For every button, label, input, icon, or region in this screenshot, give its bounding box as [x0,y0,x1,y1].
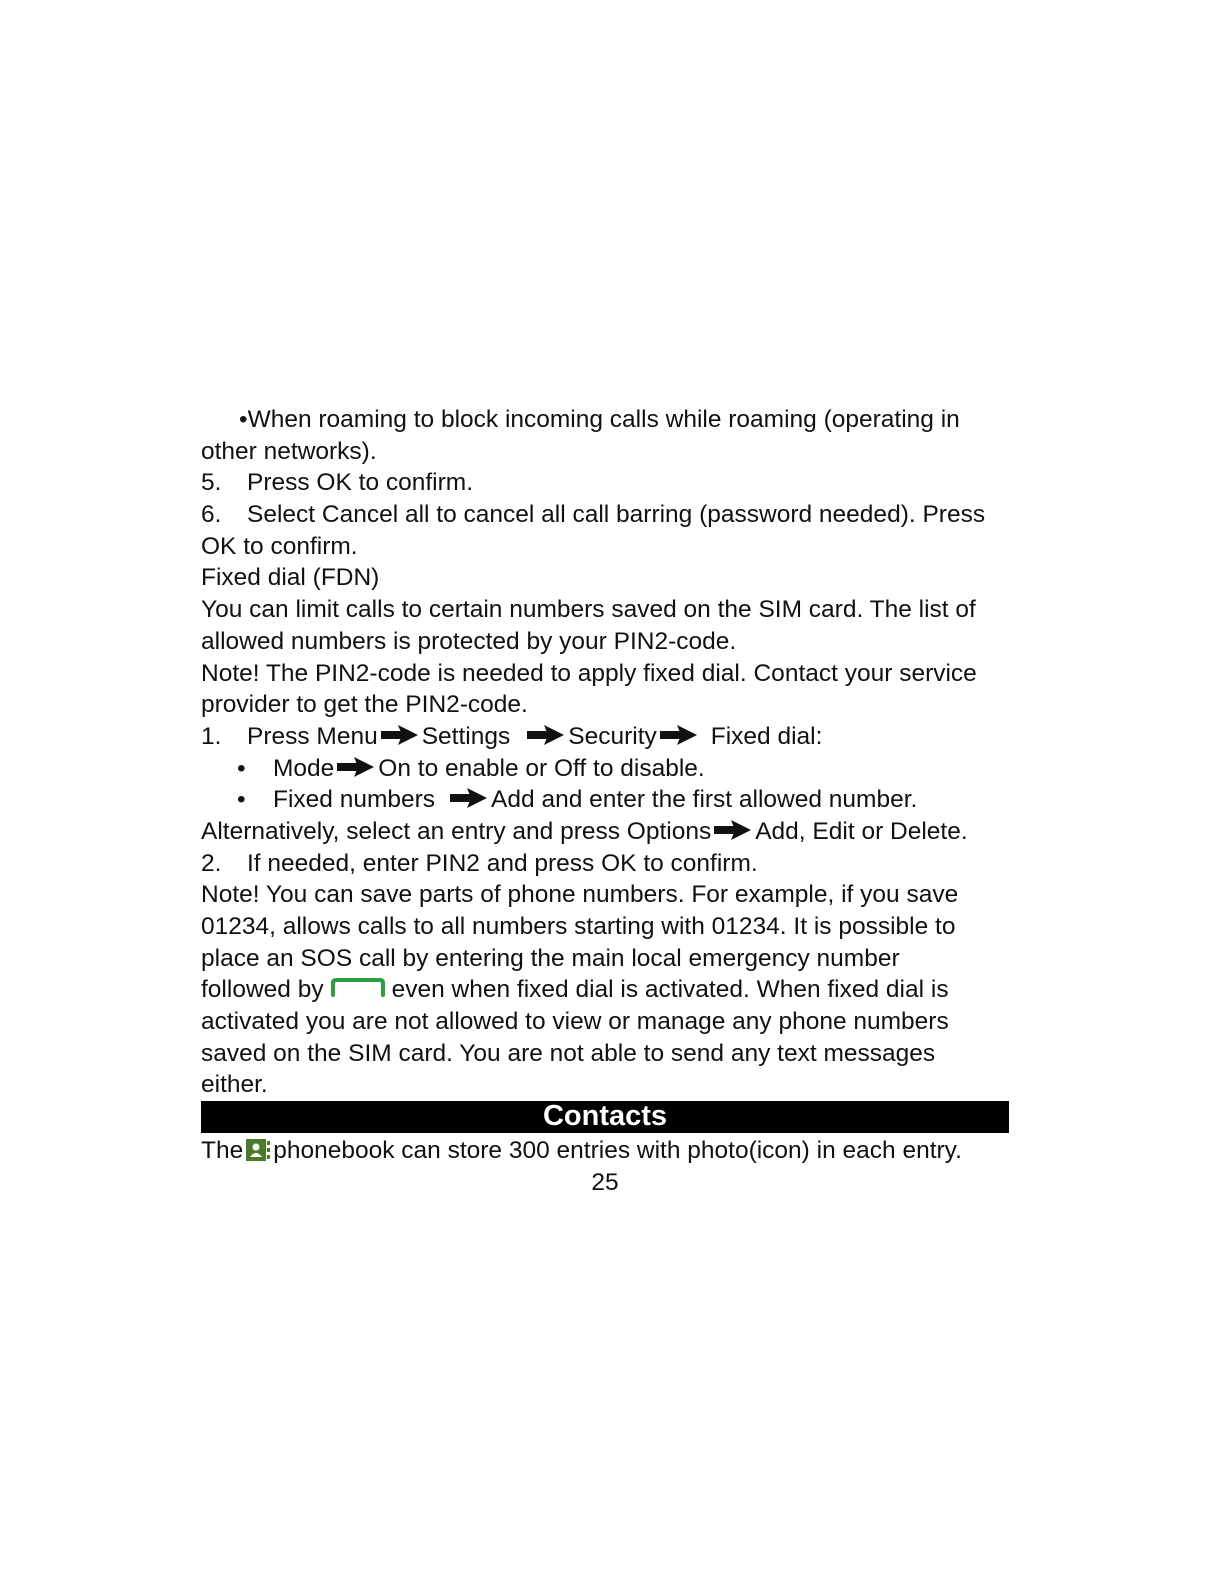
roaming-bullet-line: •When roaming to block incoming calls while roaming (operating in [239,406,960,433]
menu-path-fixed-dial: Fixed dial: [710,722,823,750]
note-text: even when fixed dial is activated. When fixed dial is [391,976,949,1004]
right-arrow-icon [526,724,566,746]
note-line-1: Note! You can save parts of phone numbers. For example, if you save [201,881,959,909]
mode-label: Mode [273,754,335,782]
call-key-icon [330,976,386,998]
fdn-heading: Fixed dial (FDN) [201,564,380,592]
step-6 [201,499,1009,531]
mode-bullet [201,753,1009,785]
manual-page-body [201,404,1009,1199]
note-line-6: saved on the SIM card. You are not able to send any text messages [201,1039,936,1067]
fdn-step-1 [201,721,1009,753]
note-line-3: place an SOS call by entering the main local emergency number [201,944,900,972]
right-arrow-icon [713,819,753,841]
contacts-text: phonebook can store 300 entries with photo(icon) in each entry. [273,1137,962,1165]
menu-path-settings: Settings [421,722,511,750]
contacts-intro-line [201,1135,1009,1167]
roaming-bullet-continuation: other networks). [201,437,377,465]
fdn-note-line-2: provider to get the PIN2-code. [201,691,528,719]
step-number: 6. [201,501,222,529]
fdn-step-2 [201,848,1009,880]
fdn-note-line-1: Note! The PIN2-code is needed to apply fixed dial. Contact your service [201,659,977,687]
right-arrow-icon [449,787,489,809]
alternatively-options: Add, Edit or Delete. [755,817,968,845]
alternatively-text: Alternatively, select an entry and press Options [201,817,712,845]
step-text: Select Cancel all to cancel all call barring (password needed). Press [247,501,986,529]
contacts-text: The [201,1137,244,1165]
menu-path-menu: Press Menu [247,722,378,750]
fixed-numbers-text: Add and enter the first allowed number. [491,786,918,814]
right-arrow-icon [380,724,420,746]
step-number: 1. [201,722,222,750]
right-arrow-icon [336,756,376,778]
note-line-4 [201,974,1009,1006]
step-text: If needed, enter PIN2 and press OK to confirm. [247,849,758,877]
mode-text: On to enable or Off to disable. [378,754,705,782]
right-arrow-icon [659,724,699,746]
bullet-dot: • [237,754,246,782]
alternatively-line [201,816,1009,848]
note-line-7: either. [201,1071,268,1099]
fdn-intro-line-1: You can limit calls to certain numbers saved on the SIM card. The list of [201,596,976,624]
step-text: Press OK to confirm. [247,469,474,497]
note-line-2: 01234, allows calls to all numbers starting with 01234. It is possible to [201,913,956,940]
step-number: 2. [201,849,222,877]
fixed-numbers-bullet [201,784,1009,816]
page-number: 25 [591,1168,619,1196]
step-number: 5. [201,469,222,497]
note-line-5: activated you are not allowed to view or manage any phone numbers [201,1008,949,1036]
section-heading-banner: Contacts [201,1101,1009,1133]
step-6-continuation: OK to confirm. [201,532,358,560]
fdn-intro-line-2: allowed numbers is protected by your PIN2-code. [201,627,737,655]
step-5 [201,467,1009,499]
menu-path-security: Security [568,722,657,750]
note-text: followed by [201,976,324,1004]
fixed-numbers-label: Fixed numbers [273,786,436,814]
bullet-dot: • [237,786,246,814]
phonebook-icon [245,1138,271,1162]
